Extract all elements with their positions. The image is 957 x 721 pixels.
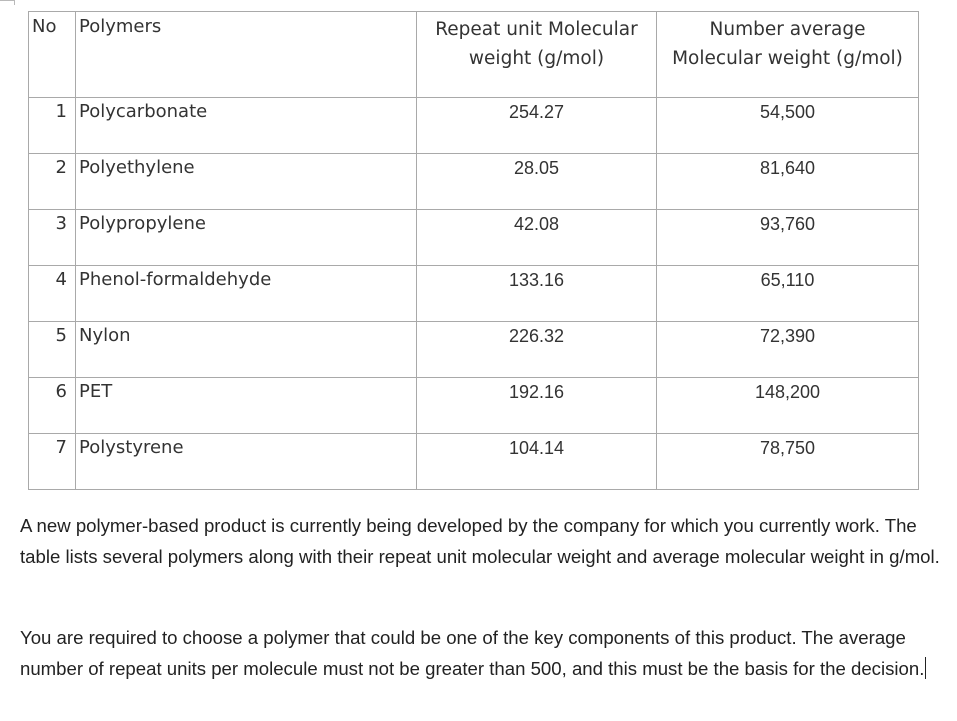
table-row xyxy=(29,322,919,378)
header-no: No xyxy=(29,12,76,98)
header-polymers: Polymers xyxy=(76,12,417,98)
table-row xyxy=(29,210,919,266)
average-molecular-weight: 81,640 xyxy=(657,154,919,210)
row-number: 7 xyxy=(29,434,76,490)
average-molecular-weight: 93,760 xyxy=(657,210,919,266)
polymer-name: Nylon xyxy=(76,322,417,378)
average-molecular-weight: 72,390 xyxy=(657,322,919,378)
polymer-name: Polycarbonate xyxy=(76,98,417,154)
row-number: 6 xyxy=(29,378,76,434)
repeat-unit-weight: 226.32 xyxy=(417,322,657,378)
polymer-name: PET xyxy=(76,378,417,434)
header-avg-line1: Number average xyxy=(709,19,866,40)
row-number: 4 xyxy=(29,266,76,322)
polymer-name: Phenol-formaldehyde xyxy=(76,266,417,322)
task-paragraph[interactable] xyxy=(20,622,945,684)
task-paragraph-text: You are required to choose a polymer that could be one of the key components of this product. The average number of repeat units per molecule must not be greater than 500, and this must be the basis for the decision. xyxy=(20,627,925,679)
average-molecular-weight: 78,750 xyxy=(657,434,919,490)
row-number: 3 xyxy=(29,210,76,266)
polymer-table xyxy=(28,11,919,490)
average-molecular-weight: 148,200 xyxy=(657,378,919,434)
average-molecular-weight: 65,110 xyxy=(657,266,919,322)
table-row xyxy=(29,154,919,210)
header-number-average-mw xyxy=(657,12,919,98)
intro-paragraph[interactable] xyxy=(20,510,945,572)
repeat-unit-weight: 104.14 xyxy=(417,434,657,490)
repeat-unit-weight: 42.08 xyxy=(417,210,657,266)
header-repeat-unit-mw xyxy=(417,12,657,98)
header-avg-line2: Molecular weight (g/mol) xyxy=(672,48,903,69)
header-repeat-line1: Repeat unit Molecular xyxy=(435,19,638,40)
table-row xyxy=(29,266,919,322)
repeat-unit-weight: 133.16 xyxy=(417,266,657,322)
row-number: 1 xyxy=(29,98,76,154)
table-row xyxy=(29,98,919,154)
document-corner-mark xyxy=(0,0,15,5)
polymer-name: Polystyrene xyxy=(76,434,417,490)
row-number: 5 xyxy=(29,322,76,378)
header-repeat-line2: weight (g/mol) xyxy=(468,48,605,69)
table-row xyxy=(29,378,919,434)
intro-paragraph-text: A new polymer-based product is currently being developed by the company for which you currently work. The table lists several polymers along with their repeat unit molecular weight and average molecular weight in g/mol. xyxy=(20,515,940,567)
text-cursor xyxy=(925,657,926,679)
polymer-name: Polypropylene xyxy=(76,210,417,266)
repeat-unit-weight: 254.27 xyxy=(417,98,657,154)
repeat-unit-weight: 192.16 xyxy=(417,378,657,434)
repeat-unit-weight: 28.05 xyxy=(417,154,657,210)
polymer-name: Polyethylene xyxy=(76,154,417,210)
table-row xyxy=(29,434,919,490)
table-header-row xyxy=(29,12,919,98)
row-number: 2 xyxy=(29,154,76,210)
average-molecular-weight: 54,500 xyxy=(657,98,919,154)
